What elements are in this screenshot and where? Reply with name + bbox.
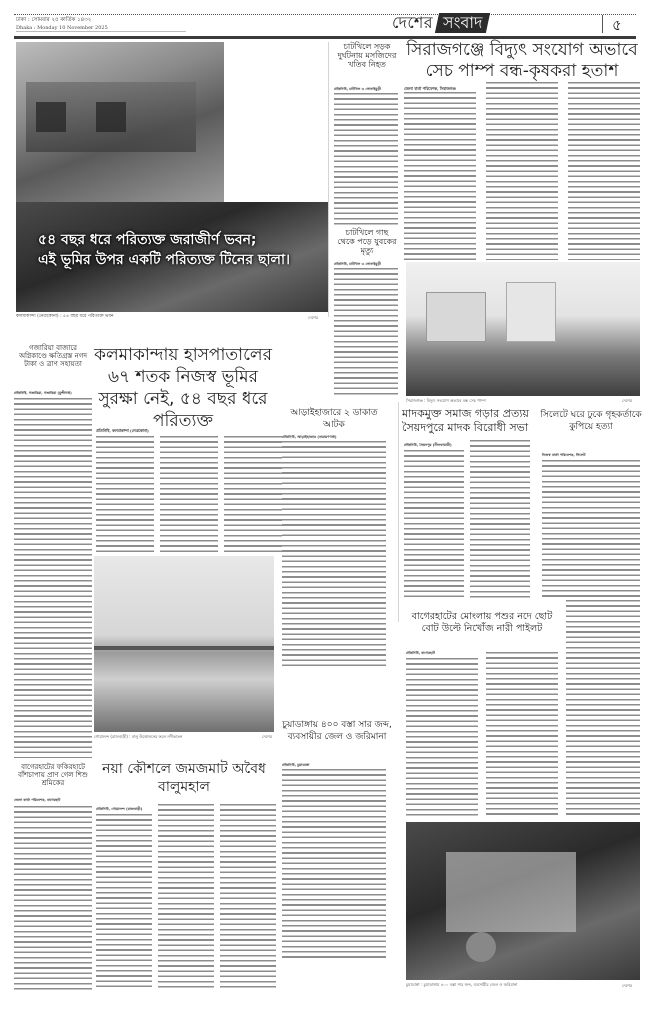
photo-credit-river: দেশের bbox=[262, 734, 272, 739]
photo-truck-shape bbox=[446, 852, 576, 932]
byline-gazaria: প্রতিনিধি, গজারিয়া, গজারিয়া (মুন্সীগঞ্জ) bbox=[14, 391, 72, 395]
photo-seized-fertilizer-truck bbox=[406, 822, 640, 980]
byline-sylhet: নিজস্ব বার্তা পরিবেশক, সিলেট bbox=[542, 453, 586, 457]
photo-abandoned-building bbox=[16, 42, 224, 202]
byline-sirajganj: জেলা বার্তা পরিবেশক, সিরাজগঞ্জ bbox=[404, 86, 456, 91]
headline-kalmakanda: কলমাকান্দায় হাসপাতালের ৬৭ শতক নিজস্ব ভূমির সুরক্ষা নেই, ৫৪ বছর ধরে পরিত্যক্ত bbox=[94, 345, 272, 432]
byline-chatkhil-tree: প্রতিনিধি, চাটখিল ও সোনাইমুড়ী bbox=[334, 262, 381, 266]
masthead-word-2 bbox=[435, 13, 491, 33]
section-masthead bbox=[392, 13, 489, 33]
body-chuadanga bbox=[282, 769, 386, 959]
photo-house-shape bbox=[426, 292, 486, 342]
headline-saidpur: মাদকমুক্ত সমাজ গড়ার প্রত্যয় সৈয়দপুরে মাদক বিরোধী সভা bbox=[402, 407, 529, 435]
photo-pump-house bbox=[406, 262, 640, 396]
body-sirajganj-col3 bbox=[568, 82, 640, 260]
body-sirajganj-col1 bbox=[404, 92, 476, 260]
photo-wheel-shape bbox=[466, 932, 496, 962]
column-divider bbox=[328, 42, 329, 317]
body-bagerhat-col3 bbox=[566, 600, 640, 818]
body-saidpur-col1 bbox=[404, 450, 464, 598]
byline-chuadanga: প্রতিনিধি, চুয়াডাঙ্গা bbox=[282, 763, 310, 767]
photo-caption-sirajganj: সিরাজগঞ্জ : বিদ্যুৎ সংযোগ অভাবে বন্ধ সেচ পাম্প bbox=[406, 398, 486, 403]
page-number: ৫ bbox=[612, 16, 622, 34]
byline-bashchapa: জেলা বার্তা পরিবেশক, বাগেরহাট bbox=[14, 798, 61, 802]
byline-bagerhat: প্রতিনিধি, বাগেরহাট bbox=[406, 651, 435, 655]
photo-credit: দেশের bbox=[308, 315, 318, 320]
byline-araihazar: প্রতিনিধি, আড়াইহাজার (নারায়ণগঞ্জ) bbox=[282, 435, 337, 439]
headline-sylhet: সিলেটে ঘরে ঢুকে গৃহকর্তাকে কুপিয়ে হত্যা bbox=[540, 410, 642, 432]
headline-chatkhil-tree: চাটখিলে গাছ থেকে পড়ে যুবকের মৃত্যু bbox=[337, 228, 397, 256]
headline-chatkhil: চাটখিলে সড়ক দুর্ঘটনায় মসজিদের খতিব নিহত bbox=[337, 42, 397, 70]
photo-bank-line bbox=[94, 646, 274, 650]
body-araihazar bbox=[282, 441, 386, 667]
body-sylhet bbox=[542, 460, 640, 598]
byline-balumahal: প্রতিনিধি, গোয়ালন্দ (রাজবাড়ী) bbox=[96, 807, 143, 811]
page-number-divider bbox=[602, 15, 603, 33]
header-bottom-rule bbox=[14, 36, 636, 39]
photo-window-shape bbox=[96, 102, 126, 132]
masthead-word-2-text: সংবাদ bbox=[443, 13, 483, 32]
body-balumahal-col1 bbox=[96, 814, 152, 990]
photo-house-shape bbox=[506, 282, 556, 342]
photo-window-shape bbox=[36, 102, 66, 132]
photo-caption: কলমাকান্দা (নেত্রকোনা) : ৫৪ বছর ধরে পরিত্যক্ত ভবন bbox=[16, 314, 114, 319]
body-chatkhil-tree bbox=[334, 268, 398, 396]
date-divider bbox=[16, 31, 186, 32]
body-balumahal-col2 bbox=[158, 804, 214, 990]
body-bagerhat-col1 bbox=[406, 658, 478, 818]
body-sirajganj-col2 bbox=[486, 82, 558, 260]
headline-gazaria: গজারিয়া বাজারে অগ্নিকাণ্ডে ক্ষতিগ্রস্ত নগদ টাকা ও ত্রাণ সহায়তা bbox=[18, 344, 88, 369]
body-kalmakanda-col3 bbox=[224, 436, 282, 552]
photo-river-erosion bbox=[94, 556, 274, 732]
date-english: Dhaka : Monday 10 November 2025 bbox=[16, 25, 108, 31]
headline-sirajganj: সিরাজগঞ্জে বিদ্যুৎ সংযোগ অভাবে সেচ পাম্প বন্ধ-কৃষকরা হতাশ bbox=[406, 40, 638, 82]
headline-bashchapa: বাগেরহাটের ফকিরহাটে বাঁশচাপায় প্রাণ গেল শিশু শ্রমিকের bbox=[18, 763, 88, 788]
photo-overlay-line-2: এই ভূমির উপর একটি পরিত্যক্ত টিনের ছালা। bbox=[38, 252, 291, 268]
body-bagerhat-col2 bbox=[486, 652, 558, 818]
photo-caption-river: গোয়ালন্দ (রাজবাড়ী) : বালু উত্তোলনের ফলে নদীভাঙন bbox=[94, 734, 183, 739]
photo-credit-truck: দেশের bbox=[622, 983, 632, 988]
byline-chatkhil: প্রতিনিধি, চাটখিল ও সোনাইমুড়ী bbox=[334, 87, 381, 91]
headline-bagerhat: বাগেরহাটের মোংলায় পশুর নদে ছোট বোট উল্টে নিখোঁজ নারী পাইলট bbox=[411, 611, 553, 635]
photo-credit-sirajganj: দেশের bbox=[622, 398, 632, 403]
photo-overlay-banner bbox=[16, 202, 328, 312]
body-bashchapa bbox=[14, 806, 92, 990]
body-kalmakanda-col2 bbox=[160, 436, 218, 552]
body-gazaria bbox=[14, 398, 92, 758]
body-chatkhil bbox=[334, 93, 398, 226]
header-top-rule bbox=[14, 14, 636, 15]
masthead-word-1: দেশের bbox=[392, 12, 434, 32]
photo-caption-truck: চুয়াডাঙ্গা : চুয়াডাঙ্গায় ৪০০ বস্তা সার জব্দ, ব্যবসায়ীর জেল ও জরিমানা bbox=[406, 982, 518, 987]
body-kalmakanda-col1 bbox=[96, 436, 154, 552]
body-balumahal-col3 bbox=[220, 804, 276, 990]
byline-saidpur: প্রতিনিধি, সৈয়দপুর (নীলফামারী) bbox=[404, 443, 452, 447]
body-saidpur-col2 bbox=[470, 440, 530, 598]
headline-balumahal: নয়া কৌশলে জমজমাট অবৈধ বালুমহাল bbox=[102, 761, 266, 796]
headline-chuadanga: চুয়াডাঙ্গায় ৪০০ বস্তা সার জব্দ, ব্যবসায়ীর জেল ও জরিমানা bbox=[282, 720, 392, 742]
byline-kalmakanda: প্রতিনিধি, কলমাকান্দা (নেত্রকোনা) bbox=[96, 428, 149, 433]
headline-araihazar: আড়াইহাজারে ২ ডাকাত আটক bbox=[290, 408, 378, 430]
column-divider bbox=[398, 402, 399, 622]
date-bangla: ঢাকা : সোমবার ২৫ কার্তিক ১৪৩২ bbox=[16, 17, 92, 23]
photo-overlay-line-1: ৫৪ বছর ধরে পরিত্যক্ত জরাজীর্ণ ভবন; bbox=[38, 232, 257, 248]
